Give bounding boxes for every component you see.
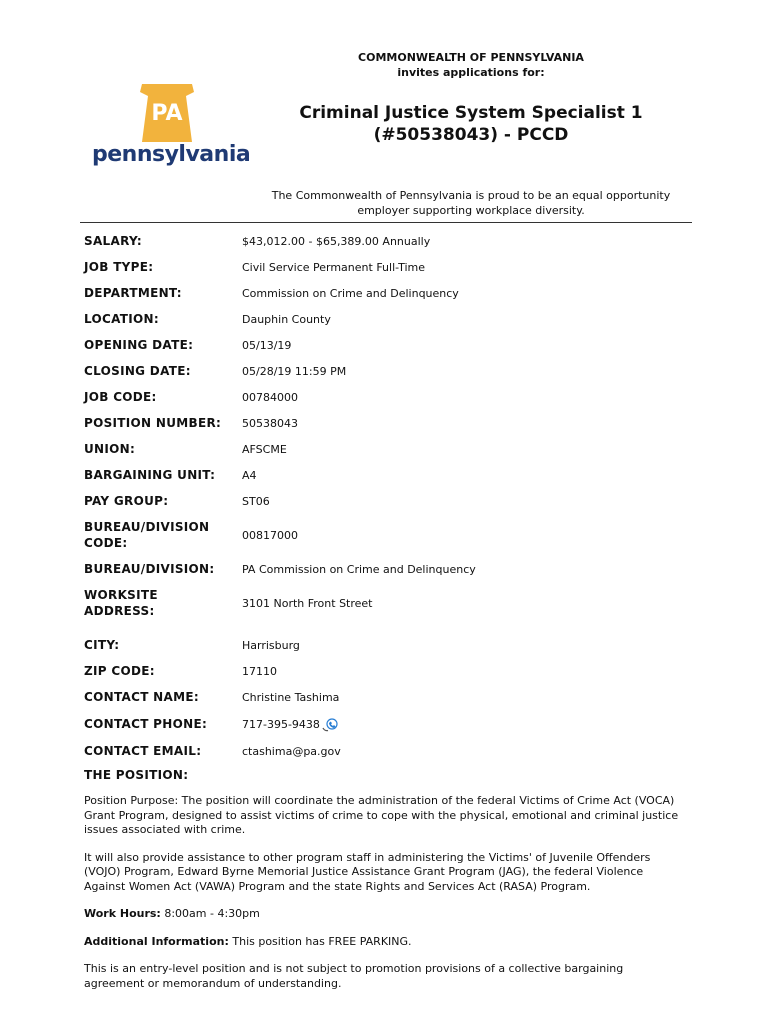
field-value: PA Commission on Crime and Delinquency <box>242 562 476 576</box>
pa-logo <box>92 84 251 174</box>
logo-badge-text: PA <box>151 101 183 126</box>
work-hours <box>84 907 684 922</box>
field-value: 05/28/19 11:59 PM <box>242 364 347 378</box>
field-value: ST06 <box>242 494 270 508</box>
field-label <box>84 587 242 619</box>
job-fields <box>84 228 684 764</box>
org-name: COMMONWEALTH OF PENNSYLVANIA <box>358 51 584 64</box>
field-label: CITY: <box>84 638 120 652</box>
field-row-bureau-division-code <box>84 514 684 556</box>
field-row-opening-date <box>84 332 684 358</box>
field-label: BARGAINING UNIT: <box>84 468 216 482</box>
field-label: OPENING DATE: <box>84 338 194 352</box>
field-value: 05/13/19 <box>242 338 292 352</box>
position-purpose: Position Purpose: The position will coordinate the administration of the federal Victims of Crime Act (VOCA) Grant Program, designed to assist victims of crime to cope with the physical, emotional and criminal justice issues associated with crime. <box>84 794 679 836</box>
field-row-closing-date <box>84 358 684 384</box>
field-row-contact-phone <box>84 710 684 738</box>
job-title-line1: Criminal Justice System Specialist 1 <box>299 103 643 123</box>
logo-wordmark: pennsylvania <box>92 142 251 167</box>
field-label: UNION: <box>84 442 136 456</box>
field-label: LOCATION: <box>84 312 159 326</box>
field-value: 00784000 <box>242 390 298 404</box>
field-row-worksite-address <box>84 582 684 624</box>
field-label: POSITION NUMBER: <box>84 416 222 430</box>
field-value: Dauphin County <box>242 312 331 326</box>
position-description <box>84 794 684 1004</box>
field-value <box>242 717 338 732</box>
field-row-salary <box>84 228 684 254</box>
additional-info-label: Additional Information: <box>84 934 229 948</box>
invites-line: invites applications for: <box>397 66 545 79</box>
field-value: AFSCME <box>242 442 287 456</box>
field-row-location <box>84 306 684 332</box>
field-label: PAY GROUP: <box>84 494 169 508</box>
field-spacer <box>84 624 684 632</box>
field-value: 00817000 <box>242 528 298 542</box>
field-row-pay-group <box>84 488 684 514</box>
field-label-line2: ADDRESS: <box>84 604 155 618</box>
field-row-union <box>84 436 684 462</box>
eeo-statement <box>240 188 702 218</box>
field-label: CONTACT NAME: <box>84 690 199 704</box>
field-label: JOB CODE: <box>84 390 157 404</box>
field-row-job-code <box>84 384 684 410</box>
field-row-contact-email <box>84 738 684 764</box>
work-hours-value: 8:00am - 4:30pm <box>160 907 260 920</box>
field-value: 50538043 <box>242 416 298 430</box>
field-row-job-type <box>84 254 684 280</box>
job-header <box>240 50 702 146</box>
field-value: $43,012.00 - $65,389.00 Annually <box>242 234 431 248</box>
field-row-position-number <box>84 410 684 436</box>
field-label: BUREAU/DIVISION: <box>84 562 215 576</box>
additional-information <box>84 935 684 950</box>
field-value: Christine Tashima <box>242 690 340 704</box>
field-label: CLOSING DATE: <box>84 364 191 378</box>
header-divider <box>80 222 692 223</box>
entry-level-note: This is an entry-level position and is not subject to promotion provisions of a collective bargaining agreement or memorandum of understanding. <box>84 962 624 990</box>
position-assistance: It will also provide assistance to other program staff in administering the Victims' of Juvenile Offenders (VOJO) Program, Edward Byrne Memorial Justice Assistance Grant Program (JAG), the federal Violence Against Women Act (VAWA) Program and the state Rights and Services Act (RASA) Program. <box>84 850 651 893</box>
contact-email-value[interactable]: ctashima@pa.gov <box>242 744 341 758</box>
position-heading: THE POSITION: <box>84 768 189 782</box>
field-label: CONTACT EMAIL: <box>84 744 202 758</box>
field-label: CONTACT PHONE: <box>84 717 208 731</box>
field-label-line2: CODE: <box>84 536 128 550</box>
field-value: A4 <box>242 468 257 482</box>
field-label-line1: BUREAU/DIVISION <box>84 520 210 534</box>
eeo-line2: employer supporting workplace diversity. <box>357 204 585 217</box>
field-value: Civil Service Permanent Full-Time <box>242 260 426 274</box>
field-value: Commission on Crime and Delinquency <box>242 286 459 300</box>
field-label: ZIP CODE: <box>84 664 155 678</box>
field-value: Harrisburg <box>242 638 300 652</box>
keystone-icon <box>136 84 198 142</box>
field-row-bargaining-unit <box>84 462 684 488</box>
contact-phone-value[interactable]: 717-395-9438 <box>242 717 320 731</box>
field-label <box>84 519 242 551</box>
field-row-zip-code <box>84 658 684 684</box>
field-row-bureau-division <box>84 556 684 582</box>
field-row-city <box>84 632 684 658</box>
field-row-department <box>84 280 684 306</box>
work-hours-label: Work Hours: <box>84 907 161 920</box>
field-label-line1: WORKSITE <box>84 588 158 602</box>
job-title-line2: (#50538043) - PCCD <box>373 125 569 145</box>
field-label: DEPARTMENT: <box>84 286 182 300</box>
job-title <box>240 102 702 146</box>
field-row-contact-name <box>84 684 684 710</box>
additional-info-value: This position has FREE PARKING. <box>228 934 412 948</box>
field-value: 17110 <box>242 664 277 678</box>
phone-icon[interactable] <box>322 718 338 732</box>
eeo-line1: The Commonwealth of Pennsylvania is proud to be an equal opportunity <box>271 189 671 202</box>
field-label: JOB TYPE: <box>84 260 154 274</box>
field-label: SALARY: <box>84 234 142 248</box>
field-value: 3101 North Front Street <box>242 596 373 610</box>
